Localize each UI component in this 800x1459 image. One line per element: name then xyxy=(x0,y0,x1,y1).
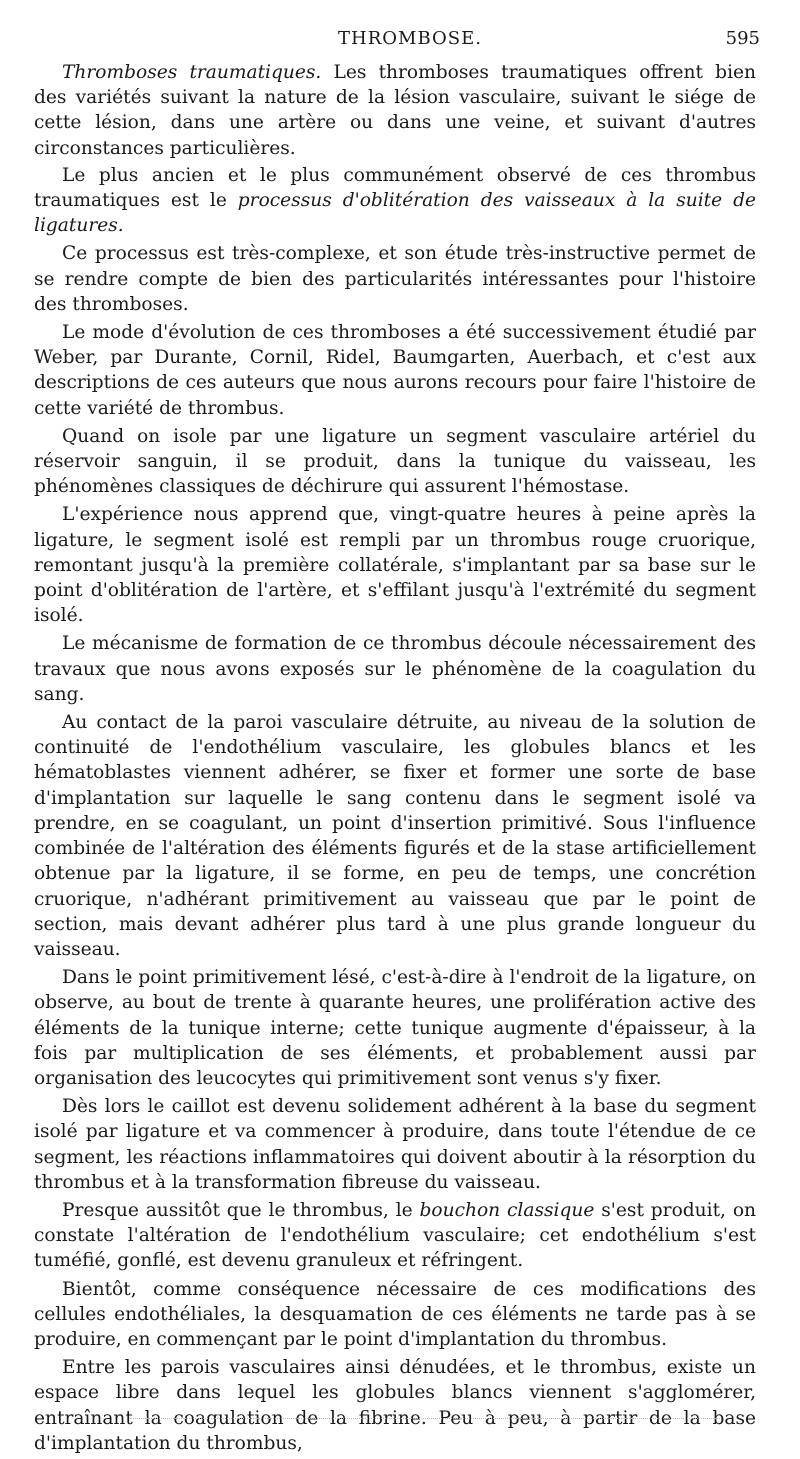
page-header xyxy=(60,28,760,58)
paragraph xyxy=(34,1198,756,1274)
paragraph xyxy=(34,60,756,161)
paragraph-text: Les thromboses traumatiques offrent bien des variétés suivant la nature de la lésion vasculaire, suivant le siége de cette lésion, dans une artère ou dans une veine, et suivant d'autres circonstances particulières. xyxy=(34,62,757,159)
paragraph xyxy=(34,424,756,500)
paragraph xyxy=(34,163,756,239)
paragraph xyxy=(34,710,756,962)
italic-phrase: processus d'oblitération des vaisseaux à la suite de ligatures. xyxy=(34,190,756,237)
paragraph-text: Le mode d'évolution de ces thromboses a été successivement étudié par Weber, par Durante, Cornil, Ridel, Baumgarten, Auerbach, et c'est aux descriptions de ces auteurs que nous aurons recours pour faire l'histoire de cette variété de thrombus. xyxy=(34,322,756,419)
paragraph xyxy=(34,1094,756,1195)
paragraph-text: Entre les parois vasculaires ainsi dénudées, et le thrombus, existe un espace libre dans lequel les globules blancs viennent s'agglomérer, entraînant la coagulation de la fibrine. Peu à peu, à partir de la base d'implantation du thrombus, xyxy=(34,1357,756,1454)
paragraph-text: Au contact de la paroi vasculaire détruite, au niveau de la solution de continuité de l'endothélium vasculaire, les globules blancs et les hématoblastes viennent adhérer, se fixer et former une sorte de base d'implantation sur laquelle le sang contenu dans le segment isolé va prendre, en se coagulant, un point d'insertion primitivé. Sous l'influence combinée de l'altération des éléments figurés et de la stase artificiellement obtenue par la ligature, il se forme, en peu de temps, une concrétion cruorique, n'adhérant primitivement au vaisseau que par le point de section, mais devant adhérer plus tard à une plus grande longueur du vaisseau. xyxy=(34,712,756,960)
paragraph-text-tail: s'est produit, on constate l'altération de l'endothélium vasculaire; cet endothélium s'est tuméfié, gonflé, est devenu granuleux et réfringent. xyxy=(34,1199,756,1272)
page-number: 595 xyxy=(725,28,760,49)
paragraph-text: Dans le point primitivement lésé, c'est-à-dire à l'endroit de la ligature, on observe, au bout de trente à quarante heures, une prolifération active des éléments de la tunique interne; cette tunique augmente d'épaisseur, à la fois par multiplication de ses éléments, et probablement aussi par organisation des leucocytes qui primitivement sont venus s'y fixer. xyxy=(34,967,756,1089)
footer-rule xyxy=(130,1418,720,1419)
italic-phrase: bouchon classique xyxy=(419,1199,595,1221)
paragraph xyxy=(34,965,756,1091)
paragraph-text: L'expérience nous apprend que, vingt-quatre heures à peine après la ligature, le segment isolé est rempli par un thrombus rouge cruorique, remontant jusqu'à la première collatérale, s'implantant par sa base sur le point d'oblitération de l'artère, et s'effilant jusqu'à l'extrémité du segment isolé. xyxy=(34,504,756,627)
paragraph xyxy=(34,1355,756,1456)
running-title: THROMBOSE. xyxy=(338,28,482,49)
section-heading-italic: Thromboses traumatiques. xyxy=(62,62,322,83)
paragraph-text: Le plus ancien et le plus communément observé de ces thrombus traumatiques est le xyxy=(34,164,756,212)
body-text xyxy=(34,60,756,1459)
paragraph-text: Le mécanisme de formation de ce thrombus découle nécessairement des travaux que nous avons exposés sur le phénomène de la coagulation du sang. xyxy=(34,633,756,705)
paragraph xyxy=(34,631,756,707)
paragraph xyxy=(34,241,756,317)
paragraph-text: Dès lors le caillot est devenu solidement adhérent à la base du segment isolé par ligature et va commencer à produire, dans toute l'étendue de ce segment, les réactions inflammatoires qui doivent aboutir à la résorption du thrombus et à la transformation fibreuse du vaisseau. xyxy=(34,1096,756,1193)
paragraph-text: Quand on isole par une ligature un segment vasculaire artériel du réservoir sanguin, il se produit, dans la tunique du vaisseau, les phénomènes classiques de déchirure qui assurent l'hémostase. xyxy=(34,425,756,498)
paragraph-text: Bientôt, comme conséquence nécessaire de ces modifications des cellules endothéliales, la desquamation de ces éléments ne tarde pas à se produire, en commençant par le point d'implantation du thrombus. xyxy=(34,1278,756,1350)
paragraph xyxy=(34,320,756,421)
paragraph xyxy=(34,1277,756,1353)
paragraph-text: Ce processus est très-complexe, et son étude très-instructive permet de se rendre compte de bien des particularités intéressantes pour l'histoire des thromboses. xyxy=(34,243,756,315)
paragraph-text: Presque aussitôt que le thrombus, le xyxy=(62,1199,420,1221)
paragraph xyxy=(34,502,756,628)
